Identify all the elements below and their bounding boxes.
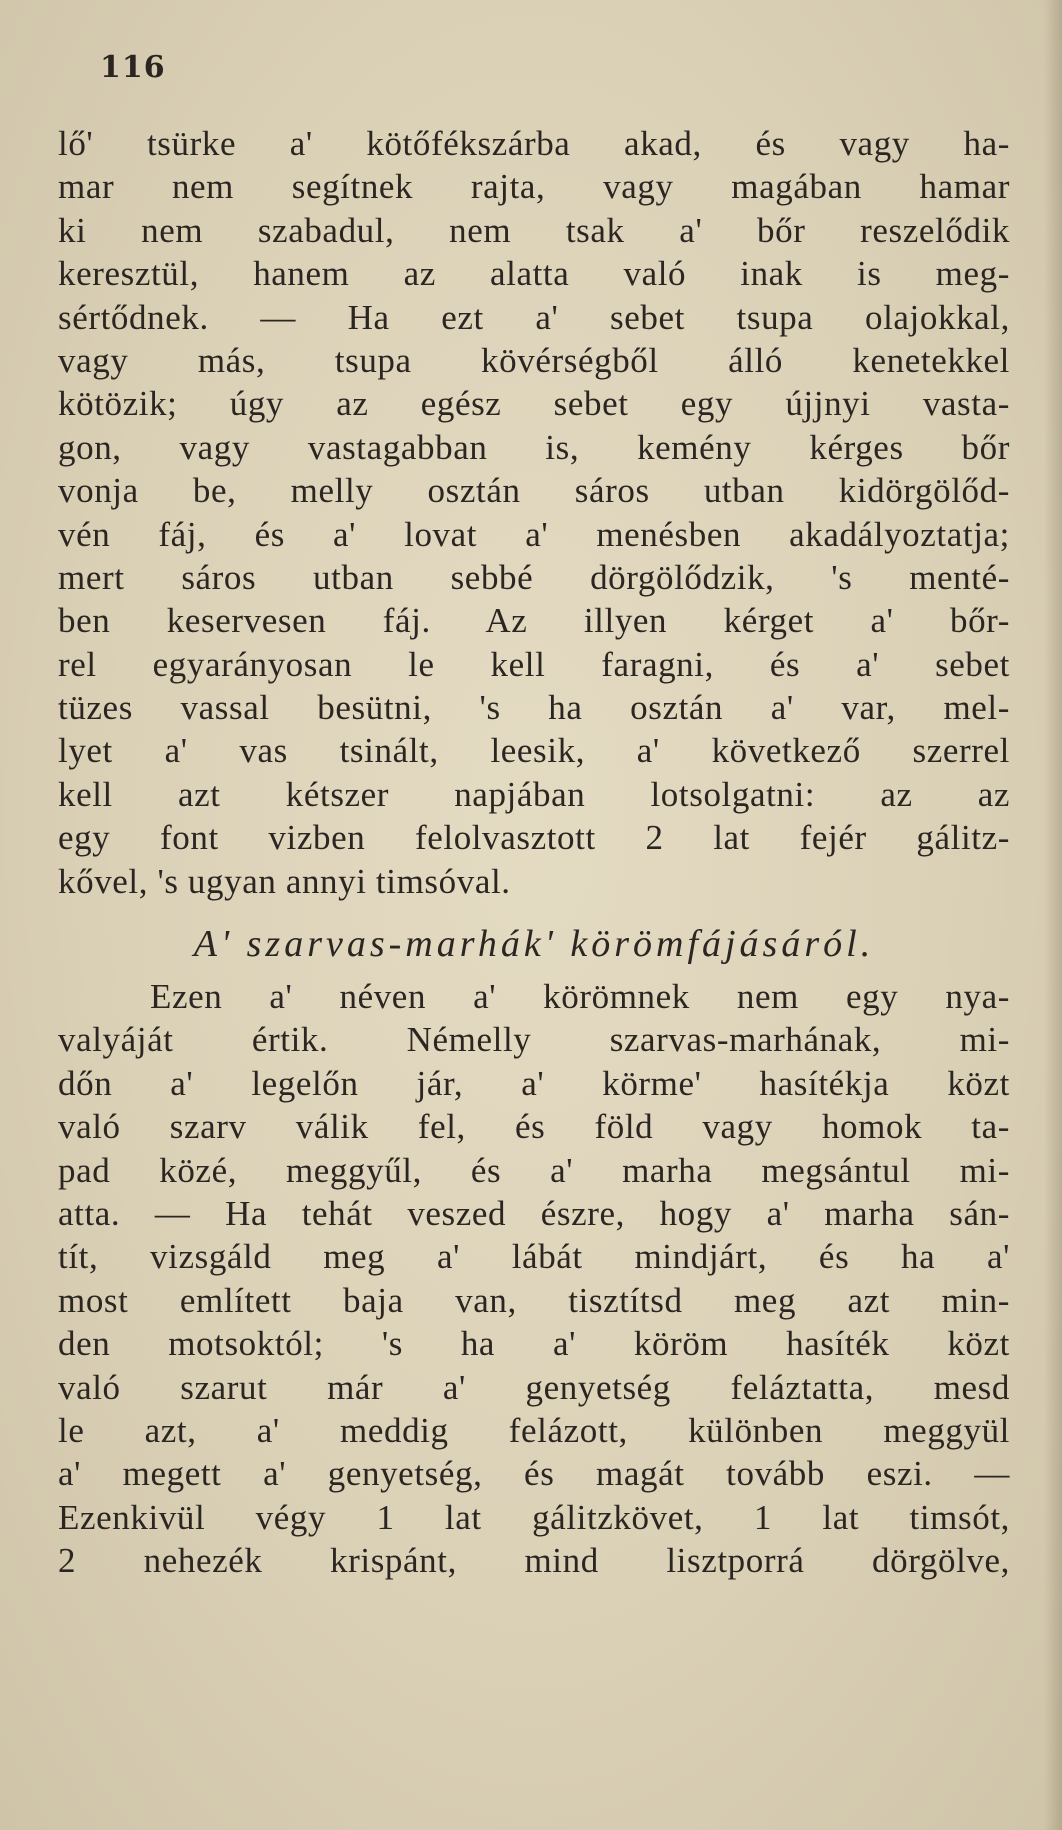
text-line: kell azt kétszer napjában lotsolgatni: az az [58,774,1010,814]
text-line: tüzes vassal besütni, 's ha osztán a' var, mel- [58,688,1010,728]
text-line: tít, vizsgáld meg a' lábát mindjárt, és ha a' [58,1237,1010,1277]
text-line: gon, vagy vastagabban is, kemény kérges bőr [58,427,1010,467]
text-line: Ezen a' néven a' körömnek nem egy nya- [150,977,1010,1017]
paragraph-1 [58,122,1010,903]
text-line: vén fáj, és a' lovat a' menésben akadályoztatja; [58,514,1010,554]
text-line: kötözik; úgy az egész sebet egy újjnyi vasta- [58,384,1010,424]
text-line: lő' tsürke a' kötőfékszárba akad, és vagy ha- [58,124,1010,163]
text-line: ki nem szabadul, nem tsak a' bőr reszelődik [58,210,1010,250]
text-line: való szarv válik fel, és föld vagy homok ta- [58,1107,1010,1147]
text-line: a' megett a' genyetség, és magát tovább eszi. — [58,1454,1010,1494]
text-line: le azt, a' meddig felázott, különben meggyül [58,1410,1010,1450]
text-line: egy font vizben felolvasztott 2 lat fejér gálitz- [58,818,1010,858]
text-line: atta. — Ha tehát veszed észre, hogy a' marha sán- [58,1193,1010,1233]
text-line: vagy más, tsupa kövérségből álló kenetekkel [58,340,1010,380]
text-line: mar nem segítnek rajta, vagy magában hamar [58,167,1010,207]
text-line: 2 nehezék krispánt, mind lisztporrá dörgölve, [58,1541,1010,1581]
text-line: való szarut már a' genyetség feláztatta, mesd [58,1367,1010,1407]
text-line: lyet a' vas tsinált, leesik, a' következő szerrel [58,731,1010,771]
page-body [58,122,1010,1583]
text-line: kővel, 's ugyan annyi timsóval. [58,861,511,901]
page-edge-shadow [1044,0,1062,1830]
text-line: most említett baja van, tisztítsd meg azt min- [58,1280,1010,1320]
text-line: dőn a' legelőn jár, a' körme' hasítékja közt [58,1063,1010,1103]
section-heading: A' szarvas-marhák' körömfájásáról. [193,923,875,966]
paragraph-2 [58,975,1010,1582]
text-line: keresztül, hanem az alatta való inak is meg- [58,254,1010,294]
text-line: vonja be, melly osztán sáros utban kidörgölőd- [58,471,1010,511]
text-line: valyáját értik. Némelly szarvas-marhának, mi- [58,1020,1010,1060]
page-number: 116 [100,50,166,85]
text-line: den motsoktól; 's ha a' köröm hasíték közt [58,1324,1010,1364]
text-line: sértődnek. — Ha ezt a' sebet tsupa olajokkal, [58,297,1010,337]
text-line: Ezenkivül végy 1 lat gálitzkövet, 1 lat timsót, [58,1497,1010,1537]
text-line: mert sáros utban sebbé dörgölődzik, 's menté- [58,557,1010,597]
text-line: pad közé, meggyűl, és a' marha megsántul mi- [58,1150,1010,1190]
text-line: ben keservesen fáj. Az illyen kérget a' bőr- [58,601,1010,641]
text-line: rel egyarányosan le kell faragni, és a' sebet [58,644,1010,684]
